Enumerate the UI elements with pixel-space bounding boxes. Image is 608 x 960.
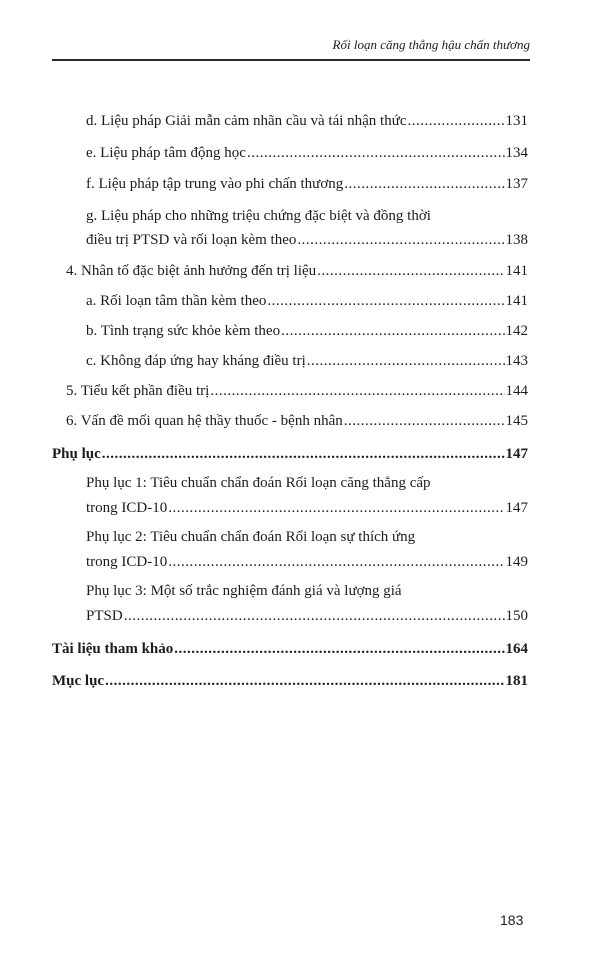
dot-leader [247,142,505,164]
toc-entry-title: PTSD [86,608,123,624]
dot-leader [174,638,504,660]
toc-entry[interactable] [52,638,528,660]
toc-entry-title: 6. Vấn đề mối quan hệ thầy thuốc - bệnh nhân [66,413,343,429]
toc-entry[interactable] [66,380,528,402]
running-header [52,36,530,61]
page-number: 183 [500,912,524,928]
toc-entry-title: b. Tình trạng sức khỏe kèm theo [86,323,281,339]
dot-leader [267,290,504,312]
dot-leader [344,173,504,195]
toc-entry-page: 137 [505,176,528,192]
toc-entry-title: Phụ lục [52,446,101,462]
toc-entry-page: 138 [505,232,528,248]
toc-entry-title: trong ICD-10 [86,500,168,516]
toc-entry[interactable] [86,173,528,195]
dot-leader [168,497,504,519]
header-rule [52,59,530,61]
toc-entry-page: 142 [505,323,528,339]
toc-entry[interactable] [86,142,528,164]
toc-entry[interactable] [52,443,528,465]
toc-entry-title: f. Liệu pháp tập trung vào phi chấn thương [86,176,344,192]
dot-leader [317,260,504,282]
toc-entry-title-line1: Phụ lục 1: Tiêu chuẩn chẩn đoán Rối loạn căng thẳng cấp [86,475,431,491]
dot-leader [344,410,505,432]
dot-leader [102,443,505,465]
toc-entry[interactable] [86,290,528,312]
toc-entry-title: Tài liệu tham khảo [52,641,174,657]
toc-entry[interactable] [86,472,528,519]
toc-entry-title-line1: Phụ lục 3: Một số trắc nghiệm đánh giá và lượng giá [86,583,402,599]
dot-leader [281,320,504,342]
dot-leader [124,605,505,627]
toc-entry[interactable] [86,580,528,627]
header-title: Rối loạn căng thẳng hậu chấn thương [332,37,530,52]
toc-entry-page: 149 [505,554,528,570]
dot-leader [307,350,505,372]
toc-entry[interactable] [66,410,528,432]
toc-entry-page: 147 [505,446,528,462]
toc-entry-page: 141 [505,263,528,279]
toc-entry-page: 141 [505,293,528,309]
toc-entry-page: 143 [505,353,528,369]
toc-entry[interactable] [86,350,528,372]
toc-entry[interactable] [86,526,528,573]
dot-leader [408,110,505,132]
toc-entry-title: e. Liệu pháp tâm động học [86,145,246,161]
toc-entry-page: 150 [505,608,528,624]
toc-entry-page: 181 [505,673,528,689]
dot-leader [210,380,504,402]
toc-entry[interactable] [86,205,528,251]
toc-entry-title-line1: Phụ lục 2: Tiêu chuẩn chẩn đoán Rối loạn sự thích ứng [86,529,416,545]
toc-entry-title: trong ICD-10 [86,554,168,570]
dot-leader [105,670,504,692]
toc-entry[interactable] [86,110,528,132]
toc-entry-page: 147 [505,500,528,516]
toc-entry-page: 145 [505,413,528,429]
toc-entry[interactable] [52,670,528,692]
toc-entry-page: 144 [505,383,528,399]
toc-entry-page: 164 [505,641,528,657]
toc-entry-title: 5. Tiểu kết phần điều trị [66,383,210,399]
toc-entry-title: Mục lục [52,673,105,689]
toc-entry-title: d. Liệu pháp Giải mẫn cảm nhãn cầu và tái nhận thức [86,113,407,129]
toc-entry-title: điều trị PTSD và rối loạn kèm theo [86,232,297,248]
toc-entry-title: 4. Nhân tố đặc biệt ảnh hưởng đến trị liệu [66,263,317,279]
toc-entry[interactable] [86,320,528,342]
toc-entry-title-line1: g. Liệu pháp cho những triệu chứng đặc biệt và đồng thời [86,208,431,224]
dot-leader [168,551,504,573]
toc-entry[interactable] [66,260,528,282]
toc-entry-page: 131 [505,113,528,129]
toc-entry-page: 134 [505,145,528,161]
toc-entry-title: c. Không đáp ứng hay kháng điều trị [86,353,306,369]
dot-leader [297,229,504,251]
toc-entry-title: a. Rối loạn tâm thần kèm theo [86,293,267,309]
